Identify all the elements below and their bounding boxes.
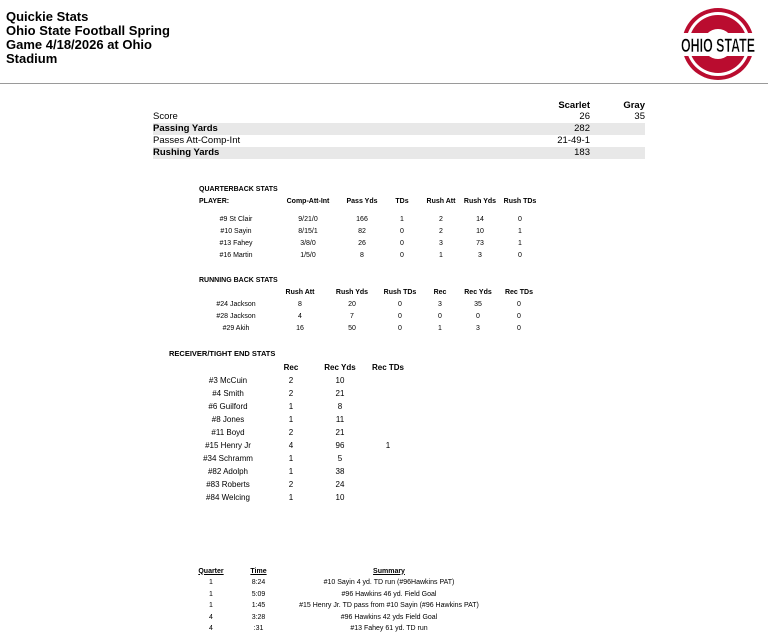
scoring-header: Summary	[373, 567, 405, 575]
qb-header: Rush TDs	[503, 198, 537, 205]
stat-cell: 0	[476, 313, 480, 320]
page-title	[6, 10, 206, 66]
stat-cell	[364, 387, 412, 400]
rb-header: Rush TDs	[383, 289, 417, 296]
qb-header: PLAYER:	[199, 198, 230, 205]
quarterback-stats-table	[199, 184, 539, 262]
scoring-header-row	[196, 565, 487, 577]
team-row-gray	[590, 123, 645, 135]
table-row	[190, 439, 412, 452]
running-back-header-row	[199, 287, 539, 299]
stat-cell: 35	[474, 301, 482, 308]
quarter-cell: 1	[209, 579, 213, 586]
table-row	[196, 577, 487, 589]
time-cell: 3:28	[251, 613, 266, 621]
rec-header: Rec	[283, 363, 299, 372]
team-row-gray: 35	[634, 111, 645, 122]
title-line-4: Stadium	[6, 51, 58, 66]
rb-header: Rec Yds	[464, 289, 492, 296]
team-row-scarlet: 282	[447, 123, 590, 135]
team-row-score	[153, 111, 645, 123]
stat-cell: 4	[288, 441, 294, 450]
ohio-state-logo	[678, 6, 758, 82]
receiver-header-row	[190, 361, 412, 374]
table-row	[199, 250, 539, 262]
player-name: #9 St Clair	[219, 216, 253, 223]
stat-cell: 0	[400, 252, 404, 259]
table-row	[190, 465, 412, 478]
stat-cell: 0	[518, 216, 522, 223]
stat-cell: 0	[517, 325, 521, 332]
team-row-scarlet: 183	[447, 147, 590, 159]
stat-cell: 21	[335, 389, 345, 398]
team-row-gray	[590, 147, 645, 159]
table-row	[196, 612, 487, 624]
stat-cell: 16	[296, 325, 304, 332]
table-row	[199, 214, 539, 226]
quarter-cell: 4	[209, 625, 213, 633]
scoring-summary-table	[196, 565, 487, 635]
stat-cell: 8	[360, 252, 364, 259]
scoring-header: Time	[250, 567, 267, 575]
player-name: #4 Smith	[212, 389, 244, 398]
time-cell: 8:24	[251, 579, 266, 586]
table-row	[196, 600, 487, 612]
team-row-label: Rushing Yards	[153, 147, 447, 159]
player-name: #11 Boyd	[211, 428, 245, 437]
table-row	[190, 491, 412, 504]
table-row	[190, 413, 412, 426]
scoring-header: Quarter	[198, 567, 224, 575]
table-row	[190, 478, 412, 491]
stat-cell: 1	[288, 493, 294, 502]
stat-cell: 96	[335, 441, 345, 450]
stat-cell: 1	[400, 216, 404, 223]
stat-cell: 5	[337, 454, 343, 463]
stat-cell: 2	[288, 480, 294, 489]
stat-cell: 3	[476, 325, 480, 332]
stat-cell: 8	[337, 402, 343, 411]
team-row-gray	[590, 135, 645, 147]
player-name: #34 Schramm	[203, 454, 253, 463]
table-row	[199, 323, 539, 335]
stat-cell: 20	[348, 301, 356, 308]
rb-header: Rush Att	[285, 289, 315, 296]
player-name: #3 McCuin	[208, 376, 248, 385]
receiver-stats-table	[190, 361, 412, 504]
stat-cell	[364, 413, 412, 426]
team-header-blank	[153, 98, 447, 111]
player-name: #83 Roberts	[206, 480, 250, 489]
time-cell: 5:09	[251, 590, 266, 598]
stat-cell: 0	[400, 240, 404, 247]
stat-cell: 166	[356, 216, 368, 223]
quarter-cell: 1	[209, 602, 213, 610]
stat-cell	[364, 465, 412, 478]
stat-cell	[364, 374, 412, 387]
player-name: #84 Welcing	[206, 493, 250, 502]
player-name: #29 Akih	[222, 325, 250, 332]
title-line-1: Quickie Stats	[6, 9, 89, 24]
player-name: #82 Adolph	[207, 467, 249, 476]
qb-header: Rush Yds	[463, 198, 497, 205]
team-row-label: Score	[153, 111, 178, 122]
logo-text: OHIO STATE	[681, 36, 755, 57]
player-name: #10 Sayin	[220, 228, 252, 235]
receiver-stats-title: RECEIVER/TIGHT END STATS	[169, 349, 276, 358]
stat-cell: 3	[478, 252, 482, 259]
stat-cell: 82	[358, 228, 366, 235]
quarterback-stats-title: QUARTERBACK STATS	[199, 186, 278, 193]
table-row	[190, 452, 412, 465]
stat-cell: 3	[439, 240, 443, 247]
stat-cell: 2	[288, 389, 294, 398]
stat-cell: 73	[476, 240, 484, 247]
stat-cell: 1	[439, 252, 443, 259]
rec-header: Rec Yds	[324, 363, 356, 372]
team-row-scarlet: 21-49-1	[557, 135, 590, 146]
stat-cell: 0	[517, 301, 521, 308]
stat-cell: 0	[398, 313, 402, 320]
title-line-2: Ohio State Football Spring	[6, 23, 170, 38]
qb-header: Comp-Att-Int	[286, 198, 330, 205]
stat-cell: 21	[335, 428, 345, 437]
qb-header: TDs	[395, 198, 409, 205]
quarter-cell: 4	[209, 613, 213, 621]
stat-cell: 2	[288, 376, 294, 385]
stat-cell: 0	[398, 301, 402, 308]
header-divider	[0, 83, 768, 84]
player-name: #6 Guilford	[208, 402, 248, 411]
team-header-scarlet: Scarlet	[558, 100, 590, 111]
table-row	[199, 311, 539, 323]
stat-cell	[364, 426, 412, 439]
stat-cell: 2	[439, 216, 443, 223]
stat-cell: 10	[335, 376, 345, 385]
rec-header: Rec TDs	[371, 363, 404, 372]
team-row-label: Passes Att-Comp-Int	[153, 135, 241, 146]
stat-cell: 0	[518, 252, 522, 259]
quarterback-header-row	[199, 196, 539, 208]
stat-cell: 11	[335, 415, 345, 424]
player-name: #8 Jones	[211, 415, 245, 424]
qb-header: Rush Att	[426, 198, 456, 205]
table-row	[199, 238, 539, 250]
stat-cell: 0	[438, 313, 442, 320]
stat-cell: 3/8/0	[300, 240, 316, 247]
summary-cell: #13 Fahey 61 yd. TD run	[350, 625, 428, 633]
running-back-stats-title: RUNNING BACK STATS	[199, 277, 278, 284]
table-row	[190, 387, 412, 400]
rec-header	[190, 361, 266, 374]
table-row	[190, 400, 412, 413]
summary-cell: #96 Hawkins 46 yd. Field Goal	[341, 590, 437, 598]
stat-cell: 14	[476, 216, 484, 223]
stat-cell	[364, 491, 412, 504]
stat-cell: 1/5/0	[300, 252, 316, 259]
stat-cell: 2	[439, 228, 443, 235]
team-header-gray: Gray	[623, 100, 645, 111]
quarter-cell: 1	[209, 590, 213, 598]
stat-cell: 2	[288, 428, 294, 437]
summary-cell: #10 Sayin 4 yd. TD run (#96Hawkins PAT)	[323, 579, 455, 586]
title-line-3: Game 4/18/2026 at Ohio	[6, 37, 152, 52]
team-row-passing-yards	[153, 123, 645, 135]
stat-cell	[364, 478, 412, 491]
rb-header: Rec TDs	[504, 289, 533, 296]
player-name: #24 Jackson	[216, 301, 256, 308]
summary-cell: #96 Hawkins 42 yds Field Goal	[340, 613, 438, 621]
team-row-scarlet: 26	[579, 111, 590, 122]
stat-cell: 1	[518, 240, 522, 247]
running-back-stats-table	[199, 275, 539, 335]
stat-cell: 8/15/1	[298, 228, 318, 235]
time-cell: :31	[253, 625, 264, 633]
time-cell: 1:45	[251, 602, 266, 610]
table-row	[190, 426, 412, 439]
team-summary-table	[153, 98, 645, 159]
stat-cell: 26	[358, 240, 366, 247]
stat-cell: 1	[438, 325, 442, 332]
table-row	[196, 589, 487, 601]
stat-cell	[364, 400, 412, 413]
table-row	[196, 623, 487, 635]
player-name: #15 Henry Jr	[205, 441, 251, 450]
stat-cell: 7	[350, 313, 354, 320]
table-row	[190, 374, 412, 387]
stat-cell: 24	[335, 480, 345, 489]
stat-cell: 1	[518, 228, 522, 235]
team-row-passes	[153, 135, 645, 147]
stat-cell: 38	[335, 467, 345, 476]
stat-cell: 0	[400, 228, 404, 235]
team-row-label: Passing Yards	[153, 123, 447, 135]
stat-cell	[364, 452, 412, 465]
player-name: #13 Fahey	[219, 240, 253, 247]
stat-cell: 10	[476, 228, 484, 235]
rb-header	[199, 287, 273, 299]
stat-cell: 50	[348, 325, 356, 332]
stat-cell: 10	[335, 493, 345, 502]
rb-header: Rush Yds	[335, 289, 369, 296]
rb-header: Rec	[433, 289, 447, 296]
team-summary-header	[153, 98, 645, 111]
team-row-rushing-yards	[153, 147, 645, 159]
table-row	[199, 226, 539, 238]
stat-cell: 1	[385, 441, 391, 450]
summary-cell: #15 Henry Jr. TD pass from #10 Sayin (#96 Hawkins PAT)	[299, 602, 479, 610]
stat-cell: 9/21/0	[298, 216, 318, 223]
stat-cell: 1	[288, 467, 294, 476]
player-name: #28 Jackson	[216, 313, 256, 320]
stat-cell: 3	[438, 301, 442, 308]
stat-cell: 1	[288, 402, 294, 411]
table-row	[199, 299, 539, 311]
stat-cell: 1	[288, 454, 294, 463]
stat-cell: 8	[298, 301, 302, 308]
player-name: #16 Martin	[219, 252, 253, 259]
stat-cell: 0	[517, 313, 521, 320]
stat-cell: 4	[298, 313, 302, 320]
stat-cell: 1	[288, 415, 294, 424]
qb-header: Pass Yds	[346, 198, 378, 205]
stat-cell: 0	[398, 325, 402, 332]
